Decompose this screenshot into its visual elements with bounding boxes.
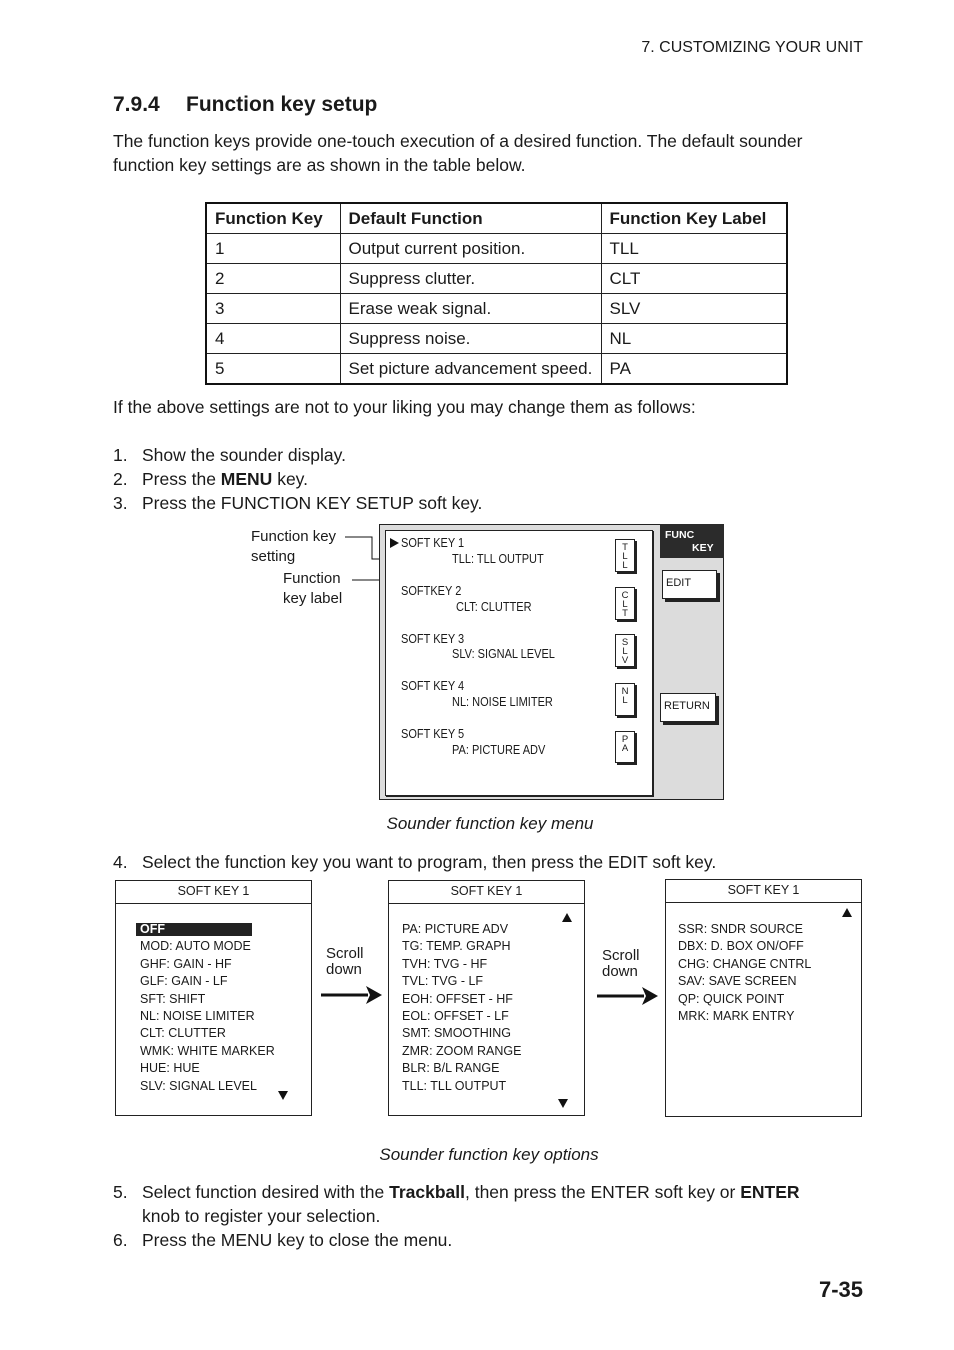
soft-key-2-value: CLT: CLUTTER (456, 600, 532, 614)
options-list-3 (678, 921, 811, 1025)
list-item[interactable]: WMK: WHITE MARKER (140, 1043, 275, 1058)
intro-paragraph (113, 129, 802, 177)
callout-line: setting (251, 548, 296, 565)
tab-letter: C (621, 590, 629, 601)
list-item[interactable]: SFT: SHIFT (140, 991, 206, 1006)
function-key-table (205, 202, 788, 385)
list-item[interactable]: OFF (140, 922, 165, 936)
callout-function-key-label (283, 569, 342, 609)
soft-key-4-label[interactable]: SOFT KEY 4 (401, 679, 465, 693)
tab-letter: A (621, 743, 629, 754)
table-cell: 2 (206, 264, 340, 294)
callout-function-key-setting (251, 527, 336, 567)
list-item[interactable]: QP: QUICK POINT (678, 991, 785, 1006)
tab-letter: L (622, 646, 628, 657)
scroll-up-icon[interactable] (842, 908, 852, 917)
options-box-title: SOFT KEY 1 (116, 881, 311, 904)
list-item[interactable]: TLL: TLL OUTPUT (402, 1078, 507, 1093)
callout-line: key label (283, 590, 343, 607)
table-cell: Set picture advancement speed. (340, 354, 601, 385)
menu-figure-caption: Sounder function key menu (386, 814, 594, 833)
step-number: 6. (113, 1230, 128, 1250)
step-text: Show the sounder display. (142, 445, 346, 465)
list-item[interactable]: CLT: CLUTTER (140, 1026, 226, 1041)
step-number: 5. (113, 1182, 128, 1202)
scroll-label-line: down (602, 963, 638, 980)
step-number: 3. (113, 493, 128, 513)
section-title (113, 93, 377, 117)
options-list-2 (402, 921, 521, 1095)
callout-line: Function key (251, 528, 337, 545)
table-cell: 3 (206, 294, 340, 324)
right-arrow-icon (596, 985, 660, 1007)
list-item[interactable]: EOH: OFFSET - HF (402, 991, 513, 1006)
scroll-down-label-1 (326, 946, 364, 978)
tab-letter: T (622, 542, 628, 553)
list-item[interactable]: BLR: B/L RANGE (402, 1061, 500, 1076)
scroll-down-icon[interactable] (558, 1099, 568, 1108)
edit-button[interactable]: EDIT (662, 570, 717, 599)
table-cell: 5 (206, 354, 340, 385)
soft-key-5-label[interactable]: SOFT KEY 5 (401, 727, 465, 741)
soft-key-5-value: PA: PICTURE ADV (452, 743, 546, 757)
list-item[interactable]: SSR: SNDR SOURCE (678, 922, 804, 936)
options-figure-caption: Sounder function key options (379, 1145, 599, 1164)
table-row (206, 294, 787, 324)
step-text: Select the function key you want to program, then press the EDIT soft key. (142, 852, 717, 872)
step-5-line-2: knob to register your selection. (142, 1206, 381, 1226)
table-header-row (206, 203, 787, 234)
func-key-panel-title (660, 524, 724, 558)
tab-letter: L (622, 560, 628, 571)
scroll-down-icon[interactable] (278, 1091, 288, 1100)
tab-tll[interactable] (615, 539, 635, 572)
list-item[interactable]: GHF: GAIN - HF (140, 956, 232, 971)
step-5 (113, 1180, 800, 1204)
soft-key-4-value: NL: NOISE LIMITER (452, 695, 553, 709)
tab-letter: S (621, 637, 629, 648)
scroll-up-icon[interactable] (562, 913, 572, 922)
soft-key-3-label[interactable]: SOFT KEY 3 (401, 632, 465, 646)
table-row (206, 234, 787, 264)
step-text: Press the FUNCTION KEY SETUP soft key. (142, 493, 483, 513)
tab-slv[interactable] (615, 634, 635, 667)
soft-key-3-value: SLV: SIGNAL LEVEL (452, 647, 555, 661)
soft-key-1-label[interactable]: SOFT KEY 1 (401, 536, 465, 550)
list-item[interactable]: HUE: HUE (140, 1061, 200, 1076)
table-row (206, 264, 787, 294)
list-item[interactable]: DBX: D. BOX ON/OFF (678, 939, 804, 954)
list-item[interactable]: TVL: TVG - LF (402, 974, 484, 989)
soft-key-1-value: TLL: TLL OUTPUT (452, 552, 544, 566)
intro-line-1: The function keys provide one-touch execution of a desired function. The default sounder (113, 131, 803, 151)
table-cell: Output current position. (340, 234, 601, 264)
tab-nl[interactable] (615, 683, 635, 716)
tab-pa[interactable] (615, 731, 635, 763)
table-cell: TLL (601, 234, 787, 264)
section-number: 7.9.4 (113, 93, 160, 116)
scroll-label-line: Scroll (602, 947, 640, 964)
table-cell: Suppress clutter. (340, 264, 601, 294)
step-text-pre: Press the (142, 469, 221, 489)
list-item[interactable]: EOL: OFFSET - LF (402, 1009, 509, 1024)
options-box-title: SOFT KEY 1 (389, 881, 584, 904)
list-item[interactable]: ZMR: ZOOM RANGE (402, 1043, 522, 1058)
trackball-name: Trackball (389, 1182, 465, 1202)
step-text-pre: Select function desired with the (142, 1182, 390, 1202)
step-3 (113, 491, 482, 515)
list-item[interactable]: TVH: TVG - HF (402, 956, 488, 971)
callout-line: Function (283, 570, 341, 587)
table-header: Function Key Label (601, 203, 787, 234)
table-cell: 4 (206, 324, 340, 354)
step-text: Press the MENU key to close the menu. (142, 1230, 453, 1250)
scroll-label-line: Scroll (326, 945, 364, 962)
list-item[interactable]: TG: TEMP. GRAPH (402, 939, 511, 954)
tab-letter: L (622, 695, 628, 706)
page-number: 7-35 (818, 1277, 863, 1302)
options-list-1 (140, 921, 275, 1095)
menu-key-name: MENU (220, 469, 273, 489)
return-button[interactable]: RETURN (660, 693, 716, 722)
table-cell: 1 (206, 234, 340, 264)
table-cell: Erase weak signal. (340, 294, 601, 324)
tab-letter: P (621, 734, 629, 745)
list-item[interactable]: PA: PICTURE ADV (402, 922, 509, 936)
table-header: Function Key (206, 203, 340, 234)
tab-letter: L (622, 551, 628, 562)
change-instructions: If the above settings are not to your liking you may change them as follows: (113, 397, 696, 417)
tab-clt[interactable] (615, 587, 635, 620)
step-text-post: key. (272, 469, 308, 489)
list-item[interactable]: SMT: SMOOTHING (402, 1026, 512, 1041)
step-number: 2. (113, 469, 128, 489)
step-6 (113, 1228, 452, 1252)
tab-letter: N (621, 686, 629, 697)
tab-letter: V (621, 655, 629, 666)
table-cell: SLV (601, 294, 787, 324)
selection-pointer-icon (390, 538, 399, 548)
table-cell: PA (601, 354, 787, 385)
chapter-header: 7. CUSTOMIZING YOUR UNIT (641, 39, 863, 56)
list-item[interactable]: MRK: MARK ENTRY (678, 1009, 795, 1024)
table-header: Default Function (340, 203, 601, 234)
step-text-mid: , then press the ENTER soft key or (464, 1182, 741, 1202)
list-item[interactable]: SAV: SAVE SCREEN (678, 974, 797, 989)
table-cell: NL (601, 324, 787, 354)
intro-line-2: function key settings are as shown in the table below. (113, 155, 526, 175)
panel-title-line: FUNC (665, 529, 695, 541)
soft-key-2-label[interactable]: SOFTKEY 2 (401, 584, 462, 598)
list-item[interactable]: GLF: GAIN - LF (140, 974, 228, 989)
table-row (206, 324, 787, 354)
scroll-down-label-2 (602, 948, 640, 980)
table-row (206, 354, 787, 385)
tab-letter: L (622, 599, 628, 610)
step-2 (113, 467, 308, 491)
step-4 (113, 850, 716, 874)
enter-knob-name: ENTER (740, 1182, 800, 1202)
section-title-text: Function key setup (186, 93, 378, 116)
tab-letter: T (622, 608, 628, 619)
step-number: 4. (113, 852, 128, 872)
step-number: 1. (113, 445, 128, 465)
right-arrow-icon (320, 984, 384, 1006)
list-item[interactable]: SLV: SIGNAL LEVEL (140, 1078, 257, 1093)
options-box-title: SOFT KEY 1 (666, 880, 861, 903)
list-item[interactable]: NL: NOISE LIMITER (140, 1009, 255, 1024)
list-item[interactable]: CHG: CHANGE CNTRL (678, 956, 812, 971)
table-cell: Suppress noise. (340, 324, 601, 354)
table-cell: CLT (601, 264, 787, 294)
step-1 (113, 443, 346, 467)
panel-title-line: KEY (692, 542, 714, 554)
scroll-label-line: down (326, 961, 362, 978)
list-item[interactable]: MOD: AUTO MODE (140, 939, 251, 954)
